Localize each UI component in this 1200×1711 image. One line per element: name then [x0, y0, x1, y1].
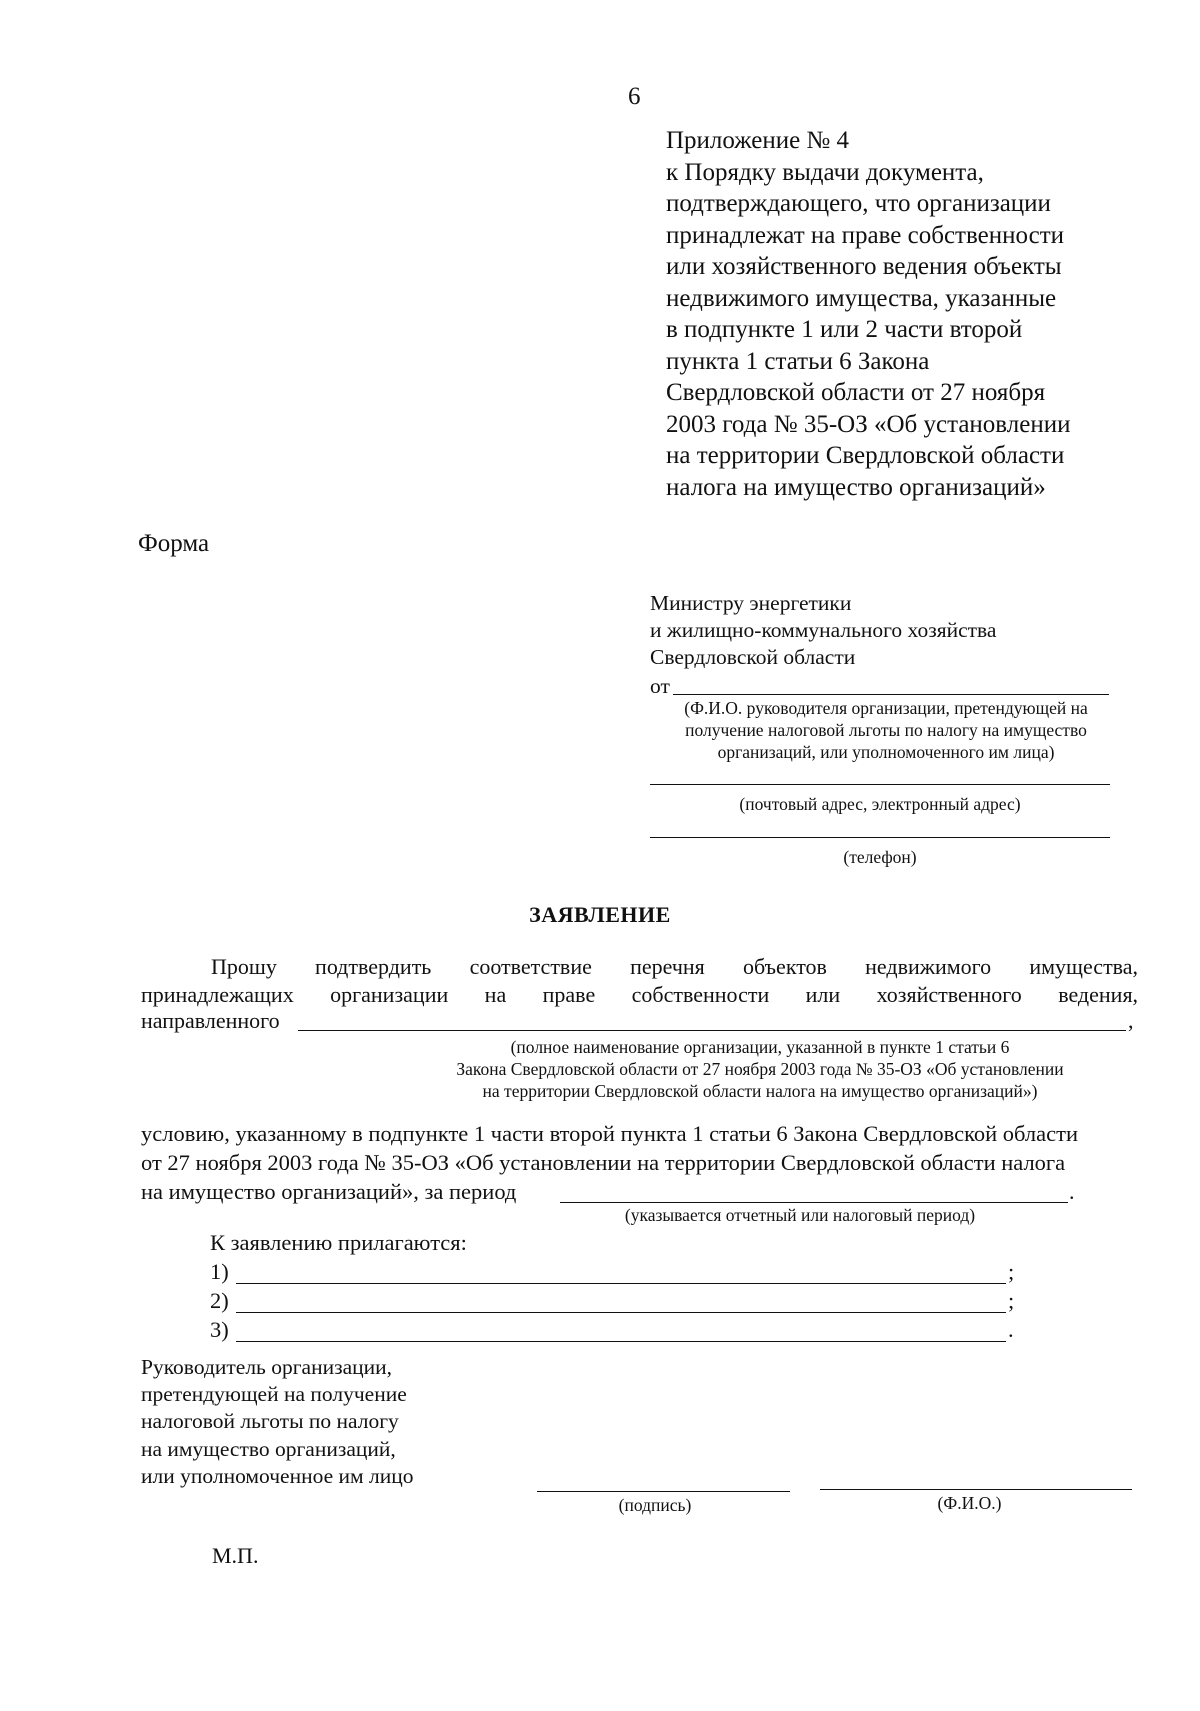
signer-line: претендующей на получение — [141, 1382, 407, 1407]
body-word: соответствие — [469, 954, 592, 979]
appendix-line: принадлежат на праве собственности — [666, 221, 1064, 249]
body-word: принадлежащих — [141, 982, 294, 1007]
body-word: праве — [542, 982, 596, 1007]
from-label: от — [650, 674, 670, 698]
postal-address-caption: (почтовый адрес, электронный адрес) — [739, 794, 1021, 814]
period-line-end: . — [1069, 1179, 1075, 1204]
attachment-field-2[interactable] — [236, 1312, 1006, 1313]
appendix-line: Свердловской области от 27 ноября — [666, 379, 1046, 406]
page-number: 6 — [628, 83, 641, 110]
applicant-name-caption: (Ф.И.О. руководителя организации, претендующей на получение налоговой льготы по налогу на имущество организаций, или уполномоченного им лица) — [684, 698, 1088, 762]
signer-name-field[interactable] — [820, 1489, 1132, 1490]
body-word: собственности — [631, 982, 770, 1007]
body-line-2 — [141, 980, 1138, 1009]
stamp-label: М.П. — [212, 1543, 259, 1568]
body-word: или — [805, 982, 841, 1007]
directed-line-end: , — [1128, 1008, 1134, 1033]
organization-name-field[interactable] — [298, 1030, 1126, 1031]
body-line-1 — [141, 952, 1138, 981]
addressee-line: и жилищно-коммунального хозяйства — [650, 618, 997, 642]
condition-paragraph — [141, 1119, 1078, 1206]
signer-line: налоговой льготы по налогу — [141, 1409, 399, 1434]
appendix-line: налога на имущество организаций» — [666, 473, 1046, 501]
attachment-number: 2) — [210, 1288, 229, 1313]
organization-caption-line: на территории Свердловской области налога на имущество организаций») — [482, 1081, 1038, 1101]
body-word: ведения, — [1058, 982, 1139, 1007]
body-word: хозяйственного — [876, 982, 1022, 1007]
condition-line: на имущество организаций», за период — [141, 1179, 517, 1204]
applicant-name-field[interactable] — [673, 694, 1109, 695]
attachment-field-3[interactable] — [236, 1341, 1006, 1342]
body-word: перечня — [630, 954, 705, 979]
organization-name-caption — [360, 1036, 1160, 1102]
body-word: объектов — [743, 954, 827, 979]
appendix-line: пункта 1 статьи 6 Закона — [666, 347, 930, 375]
condition-line: условию, указанному в подпункте 1 части второй пункта 1 статьи 6 Закона Свердловской области — [141, 1121, 1078, 1146]
condition-line: от 27 ноября 2003 года № 35-ОЗ «Об установлении на территории Свердловской области налога — [141, 1150, 1066, 1175]
signature-field[interactable] — [537, 1491, 790, 1492]
addressee-line: Министру энергетики — [650, 591, 852, 615]
signer-line: на имущество организаций, — [141, 1436, 396, 1461]
body-word: организации — [330, 982, 449, 1007]
signer-name-caption: (Ф.И.О.) — [937, 1493, 1002, 1513]
signer-block — [141, 1354, 414, 1490]
body-word: подтвердить — [315, 954, 432, 979]
attachment-field-1[interactable] — [236, 1283, 1006, 1284]
attachment-end: ; — [1008, 1259, 1015, 1284]
appendix-line: подтверждающего, что организации — [666, 190, 1051, 217]
directed-label: направленного — [141, 1008, 280, 1033]
appendix-line: Приложение № 4 — [666, 127, 850, 154]
postal-address-field[interactable] — [650, 784, 1110, 785]
organization-caption-line: Закона Свердловской области от 27 ноября 2003 года № 35-ОЗ «Об установлении — [456, 1059, 1064, 1079]
appendix-block — [666, 125, 1071, 503]
signature-caption: (подпись) — [618, 1495, 692, 1515]
appendix-line: к Порядку выдачи документа, — [666, 158, 984, 186]
body-word: Прошу — [211, 954, 277, 979]
appendix-line: в подпункте 1 или 2 части второй — [666, 316, 1023, 343]
phone-field[interactable] — [650, 837, 1110, 838]
attachment-end: ; — [1008, 1288, 1015, 1313]
body-word: на — [484, 982, 507, 1007]
signer-line: Руководитель организации, — [141, 1355, 393, 1379]
body-word: имущества, — [1029, 954, 1139, 979]
signer-line: или уполномоченное им лицо — [141, 1463, 414, 1488]
document-title: ЗАЯВЛЕНИЕ — [529, 902, 671, 927]
appendix-line: 2003 года № 35-ОЗ «Об установлении — [666, 410, 1071, 438]
addressee-line: Свердловской области — [650, 645, 856, 669]
appendix-line: на территории Свердловской области — [666, 442, 1065, 469]
attachments-title: К заявлению прилагаются: — [210, 1230, 467, 1255]
appendix-line: или хозяйственного ведения объекты — [666, 253, 1062, 280]
phone-caption: (телефон) — [843, 847, 917, 867]
organization-caption-line: (полное наименование организации, указанной в пункте 1 статьи 6 — [510, 1037, 1010, 1057]
attachment-number: 1) — [210, 1259, 229, 1284]
form-label: Форма — [138, 530, 210, 557]
attachment-end: . — [1008, 1317, 1014, 1342]
appendix-line: недвижимого имущества, указанные — [666, 284, 1057, 312]
period-field[interactable] — [560, 1202, 1068, 1203]
period-caption: (указывается отчетный или налоговый период) — [624, 1205, 976, 1225]
body-word: недвижимого — [865, 954, 992, 979]
attachment-number: 3) — [210, 1317, 229, 1342]
addressee-block — [650, 590, 996, 671]
